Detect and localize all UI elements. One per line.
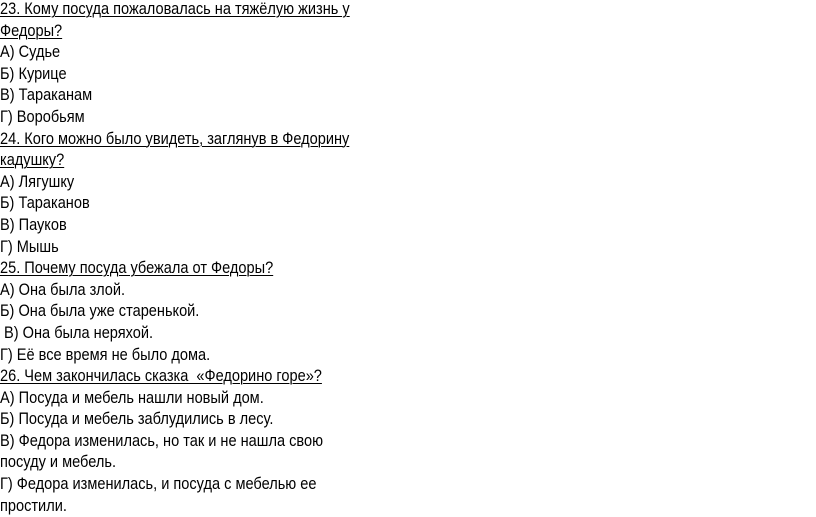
answer-option: простили. xyxy=(0,496,67,515)
question-block-23 xyxy=(0,0,360,129)
answer-option: А) Судье xyxy=(0,43,61,62)
answer-option: В) Федора изменилась, но так и не нашла свою xyxy=(0,431,324,450)
answer-option: В) Пауков xyxy=(0,215,67,234)
answer-option: Б) Она была уже старенькой. xyxy=(0,302,200,321)
answer-option: Б) Посуда и мебель заблудились в лесу. xyxy=(0,410,274,429)
question-text: 25. Почему посуда убежала от Федоры? xyxy=(0,259,274,278)
answer-option: посуду и мебель. xyxy=(0,453,116,472)
answer-option: В) Тараканам xyxy=(0,86,93,105)
answer-option: Г) Воробьям xyxy=(0,107,85,126)
answer-option: В) Она была неряхой. xyxy=(0,323,154,342)
answer-option: Г) Её все время не было дома. xyxy=(0,345,211,364)
answer-option: А) Лягушку xyxy=(0,172,75,191)
question-text: 26. Чем закончилась сказка «Федорино горе»? xyxy=(0,367,322,386)
answer-option: А) Она была злой. xyxy=(0,280,126,299)
answer-option: А) Посуда и мебель нашли новый дом. xyxy=(0,388,264,407)
question-text: 24. Кого можно было увидеть, заглянув в Федорину xyxy=(0,129,350,148)
answer-option: Б) Курице xyxy=(0,64,67,83)
question-block-25 xyxy=(0,258,360,366)
question-text: кадушку? xyxy=(0,151,65,170)
document-page xyxy=(0,0,360,517)
answer-option: Б) Тараканов xyxy=(0,194,90,213)
question-text: 23. Кому посуда пожаловалась на тяжёлую жизнь у xyxy=(0,0,350,18)
question-text: Федоры? xyxy=(0,21,63,40)
question-block-24 xyxy=(0,129,360,259)
question-block-26 xyxy=(0,366,360,517)
answer-option: Г) Федора изменилась, и посуда с мебелью ее xyxy=(0,475,317,494)
answer-option: Г) Мышь xyxy=(0,237,59,256)
